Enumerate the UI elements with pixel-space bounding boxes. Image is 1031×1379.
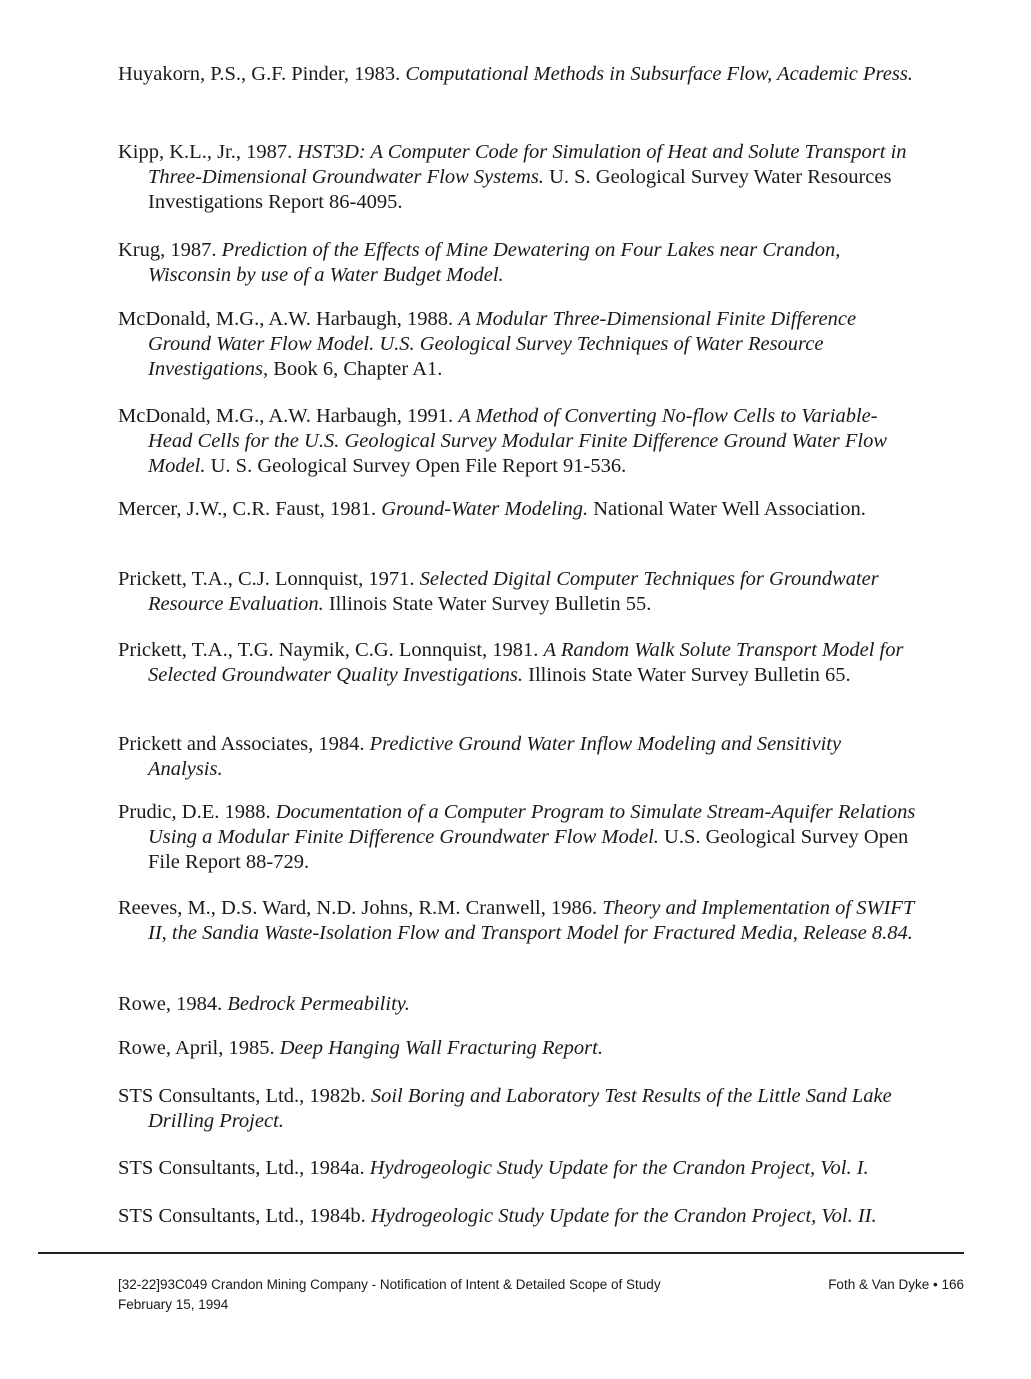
reference-entry: Huyakorn, P.S., G.F. Pinder, 1983. Computational Methods in Subsurface Flow, Academic Press.: [118, 63, 913, 85]
reference-entry: McDonald, M.G., A.W. Harbaugh, 1988. A Modular Three-Dimensional Finite Difference Ground Water Flow Model. U.S. Geological Survey Techniques of Water Resource Investigations, Book 6, Chapter A1.: [118, 308, 857, 380]
footer-firm-page: Foth & Van Dyke • 166: [828, 1277, 964, 1292]
reference-entry: Rowe, April, 1985. Deep Hanging Wall Fracturing Report.: [118, 1037, 603, 1059]
reference-entry: Prickett, T.A., T.G. Naymik, C.G. Lonnquist, 1981. A Random Walk Solute Transport Model for Selected Groundwater Quality Investigations. Illinois State Water Survey Bulletin 65.: [118, 639, 904, 686]
reference-entry: Prickett and Associates, 1984. Predictive Ground Water Inflow Modeling and Sensitivity Analysis.: [118, 733, 842, 780]
reference-entry: STS Consultants, Ltd., 1984b. Hydrogeologic Study Update for the Crandon Project, Vol. II.: [118, 1205, 877, 1227]
footer-date: February 15, 1994: [118, 1297, 229, 1312]
reference-entry: Kipp, K.L., Jr., 1987. HST3D: A Computer Code for Simulation of Heat and Solute Transport in Three-Dimensional Groundwater Flow Systems. U. S. Geological Survey Water Resources Investigations Report 86-4095.: [118, 141, 907, 213]
footer-document-info: [118, 1275, 661, 1315]
reference-entry: Krug, 1987. Prediction of the Effects of Mine Dewatering on Four Lakes near Crandon, Wisconsin by use of a Water Budget Model.: [118, 239, 841, 286]
reference-entry: Prudic, D.E. 1988. Documentation of a Computer Program to Simulate Stream-Aquifer Relations Using a Modular Finite Difference Groundwater Flow Model. U.S. Geological Survey Open File Report 88-729.: [118, 801, 916, 873]
reference-entry: Prickett, T.A., C.J. Lonnquist, 1971. Selected Digital Computer Techniques for Groundwater Resource Evaluation. Illinois State Water Survey Bulletin 55.: [118, 568, 879, 615]
reference-entry: STS Consultants, Ltd., 1984a. Hydrogeologic Study Update for the Crandon Project, Vol. I.: [118, 1157, 869, 1179]
reference-entry: Rowe, 1984. Bedrock Permeability.: [118, 993, 410, 1015]
reference-entry: Reeves, M., D.S. Ward, N.D. Johns, R.M. Cranwell, 1986. Theory and Implementation of SWIFT II, the Sandia Waste-Isolation Flow and Transport Model for Fractured Media, Release 8.84.: [118, 897, 914, 944]
reference-entry: Mercer, J.W., C.R. Faust, 1981. Ground-Water Modeling. National Water Well Association.: [118, 498, 866, 520]
reference-entry: McDonald, M.G., A.W. Harbaugh, 1991. A Method of Converting No-flow Cells to Variable-Head Cells for the U.S. Geological Survey Modular Finite Difference Ground Water Flow Model. U. S. Geological Survey Open File Report 91-536.: [118, 405, 888, 477]
reference-entry: STS Consultants, Ltd., 1982b. Soil Boring and Laboratory Test Results of the Little Sand Lake Drilling Project.: [118, 1085, 892, 1132]
footer-divider: [38, 1252, 964, 1254]
footer-document-line: [32-22]93C049 Crandon Mining Company - Notification of Intent & Detailed Scope of Study: [118, 1277, 661, 1292]
